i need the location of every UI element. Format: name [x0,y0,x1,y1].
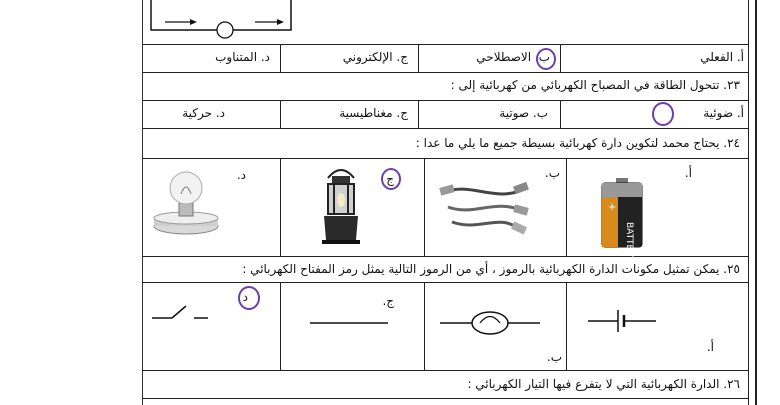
col-line [280,44,281,72]
row-line [142,256,748,257]
q24-option-a[interactable]: أ. [684,166,692,180]
cell-symbol-icon[interactable] [588,306,658,336]
battery-icon[interactable] [600,178,644,262]
q25-question: ٢٥. يمكن تمثيل مكونات الدارة الكهربائية بالرموز ، أي من الرموز التالية يمثل رمز المفتاح الكهربائي : [242,262,740,276]
q22-option-c[interactable]: ج. الإلكتروني [342,50,408,64]
q23-question: ٢٣. تتحول الطاقة في المصباح الكهربائي من كهربائية إلى : [450,78,740,92]
q22-option-a[interactable]: أ. الفعلي [700,50,744,64]
col-line [418,44,419,72]
col-line [280,100,281,128]
battery-label: BATTERY [624,222,634,262]
q23-option-b[interactable]: ب. صوتية [499,106,548,120]
col-line [560,44,561,72]
q23-option-a[interactable]: أ. ضوئية [703,106,744,120]
col-line [566,158,567,256]
row-line [142,282,748,283]
col-line [560,100,561,128]
col-line [424,158,425,256]
answer-circle-mark [238,286,260,310]
col-line [566,282,567,370]
answer-circle-mark [652,102,674,126]
q25-option-c[interactable]: ج. [382,294,394,308]
answer-circle-mark [536,48,556,70]
row-line [142,398,748,399]
lantern-icon[interactable] [318,166,364,246]
svg-text:+: + [608,202,617,213]
row-line [142,370,748,371]
q23-option-c[interactable]: ج. مغناطيسية [339,106,408,120]
row-line [142,44,748,45]
page-border-inner [748,0,749,405]
col-line [280,158,281,256]
q22-option-d[interactable]: د. المتناوب [215,50,270,64]
switch-symbol-icon[interactable] [152,300,212,324]
wire-symbol-icon[interactable] [310,318,390,328]
q23-option-d[interactable]: د. حركية [182,106,225,120]
row-line [142,100,748,101]
col-line [280,282,281,370]
row-line [142,128,748,129]
alligator-clips-icon[interactable] [440,172,530,242]
row-line [142,158,748,159]
q24-option-d[interactable]: د. [236,168,246,182]
row-line [142,72,748,73]
light-bulb-icon[interactable] [150,170,230,240]
lamp-symbol-icon[interactable] [440,308,540,338]
col-line [424,282,425,370]
q25-option-b[interactable]: ب. [546,350,562,364]
q24-option-c[interactable]: ج [386,172,394,186]
q25-option-a[interactable]: أ. [706,340,714,354]
circuit-diagram [145,0,305,40]
q26-question: ٢٦. الدارة الكهربائية التي لا يتفرع فيها التيار الكهربائي : [467,377,740,391]
col-line [418,100,419,128]
q24-option-b[interactable]: ب. [544,166,560,180]
answer-circle-mark [381,168,401,190]
q25-option-d[interactable]: د [242,290,248,304]
q24-question: ٢٤. يحتاج محمد لتكوين دارة كهربائية بسيطة جميع ما يلي ما عدا : [415,136,740,150]
q22-option-b[interactable]: ب. الاصطلاحي [476,50,550,64]
